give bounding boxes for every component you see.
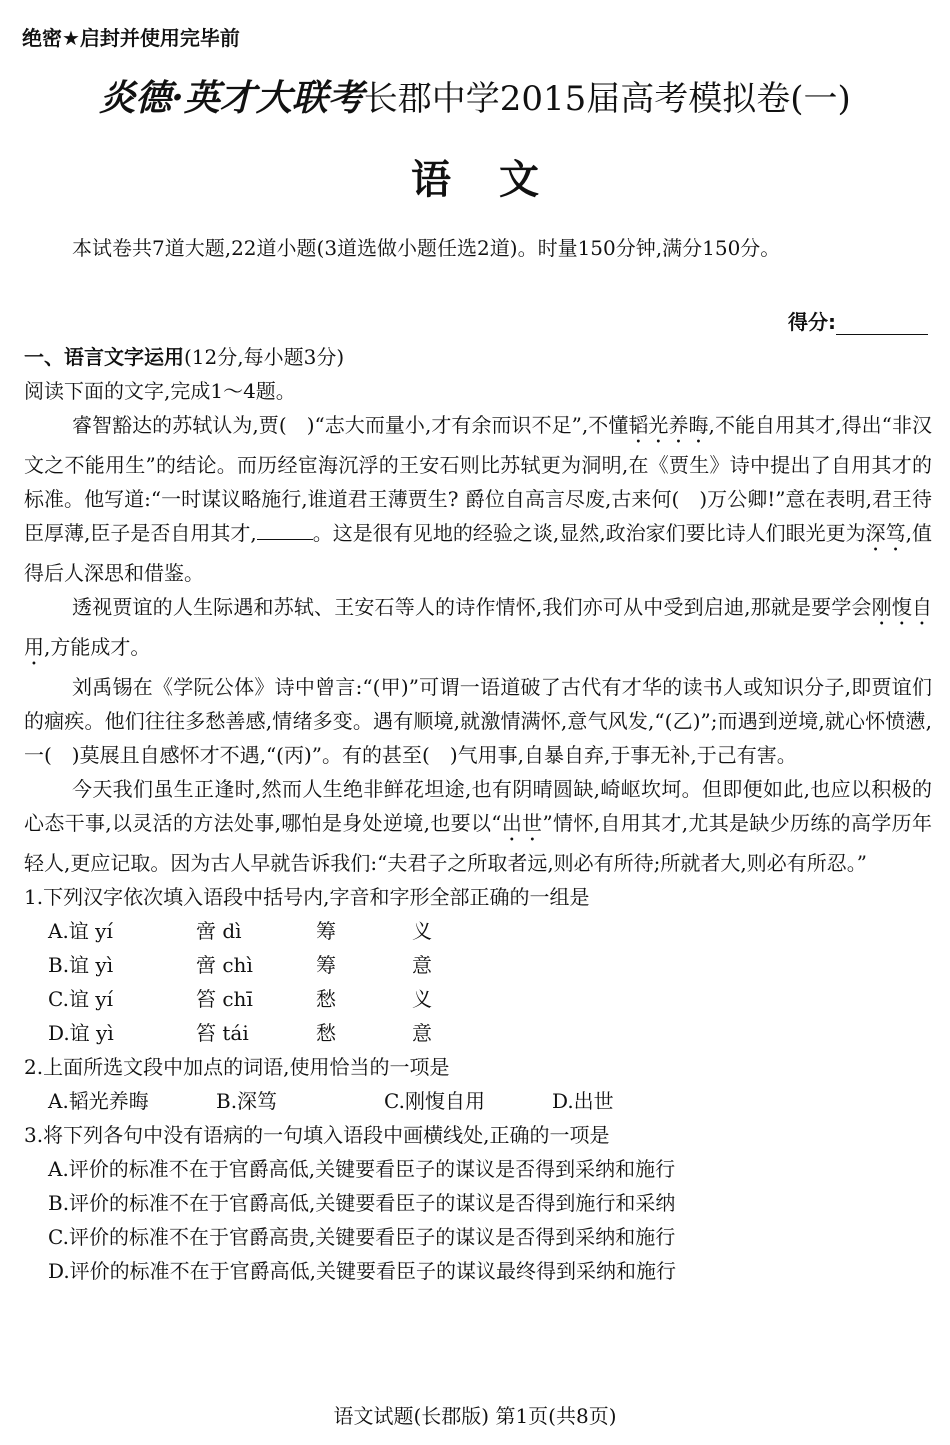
option-cell: A.谊 yí [48, 919, 113, 943]
confidential-label: 绝密★启封并使用完毕前 [22, 26, 240, 50]
question-2-options [24, 1084, 932, 1118]
section-instruction: 阅读下面的文字,完成1～4题。 [24, 379, 296, 403]
option-cell: 笞 chī [196, 987, 253, 1011]
question-3-option-c: C.评价的标准不在于官爵高贵,关键要看臣子的谋议是否得到采纳和施行 [48, 1225, 676, 1249]
option-cell: C.谊 yí [48, 987, 113, 1011]
option-cell: 义 [412, 987, 432, 1011]
section-title-rest: (12分,每小题3分) [184, 345, 345, 369]
p4-text-b: ”情怀,自用其才,尤其是缺少历练的高学历年轻人,更应记取。因为古人早就告诉我们:“夫君子之所取者远,则必有所待;所就者大,则必有所忍。” [24, 811, 932, 875]
p1-text-d: ,值得后人深思和借鉴。 [24, 521, 933, 585]
p2-text-b: ,方能成才。 [44, 635, 151, 659]
option-cell: 意 [412, 1021, 432, 1045]
question-1-option-c [24, 982, 932, 1016]
question-3-stem: 3.将下列各句中没有语病的一句填入语段中画横线处,正确的一项是 [24, 1123, 610, 1147]
score-blank [836, 312, 928, 335]
passage-paragraph-1 [24, 408, 932, 590]
p1-text-a: 睿智豁达的苏轼认为,贾( )“志大而量小,才有余而识不足”,不懂 [72, 413, 629, 437]
option-cell: 笞 tái [196, 1021, 249, 1045]
question-1-option-a [24, 914, 932, 948]
option-cell: 愁 [316, 1021, 336, 1045]
p1-text-c: 。这是很有见地的经验之谈,显然,政治家们要比诗人们眼光更为 [312, 521, 866, 545]
option-cell: B.谊 yì [48, 953, 114, 977]
exam-title-text: 长郡中学2015届高考模拟卷(一) [363, 79, 851, 119]
option-cell: 啻 chì [196, 953, 253, 977]
question-2-option-b: B.深笃 [216, 1089, 278, 1113]
option-cell: 愁 [316, 987, 336, 1011]
option-cell: 义 [412, 919, 432, 943]
dotted-word-3: 刚愎自用 [24, 595, 933, 659]
option-cell: 啻 dì [196, 919, 242, 943]
section-title-bold: 一、语言文字运用 [24, 345, 184, 369]
question-1-option-d [24, 1016, 932, 1050]
dotted-word-4: 出世 [501, 811, 543, 835]
passage-paragraph-4 [24, 772, 932, 880]
section-title [24, 340, 932, 374]
exam-content [24, 340, 932, 1288]
exam-title [0, 70, 950, 121]
passage-paragraph-2 [24, 590, 932, 670]
question-3-option-a: A.评价的标准不在于官爵高低,关键要看臣子的谋议是否得到采纳和施行 [48, 1157, 676, 1181]
dotted-word-1: 韬光养晦 [628, 413, 709, 437]
exam-info: 本试卷共7道大题,22道小题(3道选做小题任选2道)。时量150分钟,满分150分。 [72, 236, 781, 260]
question-1-stem: 1.下列汉字依次填入语段中括号内,字音和字形全部正确的一组是 [24, 885, 590, 909]
p4-text-a: 今天我们虽生正逢时,然而人生绝非鲜花坦途,也有阴晴圆缺,崎岖坎坷。但即便如此,也应以积极的心态干事,以灵活的方法处事,哪怕是身处逆境,也要以“ [24, 777, 932, 835]
score-label: 得分: [788, 310, 836, 334]
p2-text-a: 透视贾谊的人生际遇和苏轼、王安石等人的诗作情怀,我们亦可从中受到启迪,那就是要学会 [72, 595, 872, 619]
question-2-option-d: D.出世 [552, 1089, 614, 1113]
question-2-option-a: A.韬光养晦 [48, 1089, 149, 1113]
option-cell: 意 [412, 953, 432, 977]
p1-text-b: ,不能自用其才,得出“非汉文之不能用生”的结论。而历经宦海沉浮的王安石则比苏轼更为洞明,在《贾生》诗中提出了自用其才的标准。他写道:“一时谋议略施行,谁道君王薄贾生? 爵位自高言尽废,古来何( )万公卿!”意在表明,君王待臣厚薄,臣子是否自用其才, [24, 413, 932, 545]
question-3-option-b: B.评价的标准不在于官爵高低,关键要看臣子的谋议是否得到施行和采纳 [48, 1191, 676, 1215]
passage-paragraph-3: 刘禹锡在《学阮公体》诗中曾言:“(甲)”可谓一语道破了古代有才华的读书人或知识分子,即贾谊们的痼疾。他们往往多愁善感,情绪多变。遇有顺境,就激情满怀,意气风发,“(乙)”;而遇到逆境,就心怀愤懑,一( )莫展且自感怀才不遇,“(丙)”。有的甚至( )气用事,自暴自弃,于事无补,于己有害。 [24, 675, 932, 767]
page-footer: 语文试题(长郡版) 第1页(共8页) [333, 1404, 617, 1428]
question-3-option-d: D.评价的标准不在于官爵高低,关键要看臣子的谋议最终得到采纳和施行 [48, 1259, 677, 1283]
brand-name: 炎德·英才大联考 [99, 77, 364, 119]
answer-blank-line [257, 519, 313, 540]
question-1-option-b [24, 948, 932, 982]
option-cell: 筹 [316, 919, 336, 943]
dotted-word-2: 深笃 [865, 521, 906, 545]
score-field [788, 306, 928, 335]
subject-title: 语文 [411, 157, 587, 203]
option-cell: 筹 [316, 953, 336, 977]
question-2-option-c: C.刚愎自用 [384, 1089, 485, 1113]
option-cell: D.谊 yì [48, 1021, 114, 1045]
question-2-stem: 2.上面所选文段中加点的词语,使用恰当的一项是 [24, 1055, 450, 1079]
